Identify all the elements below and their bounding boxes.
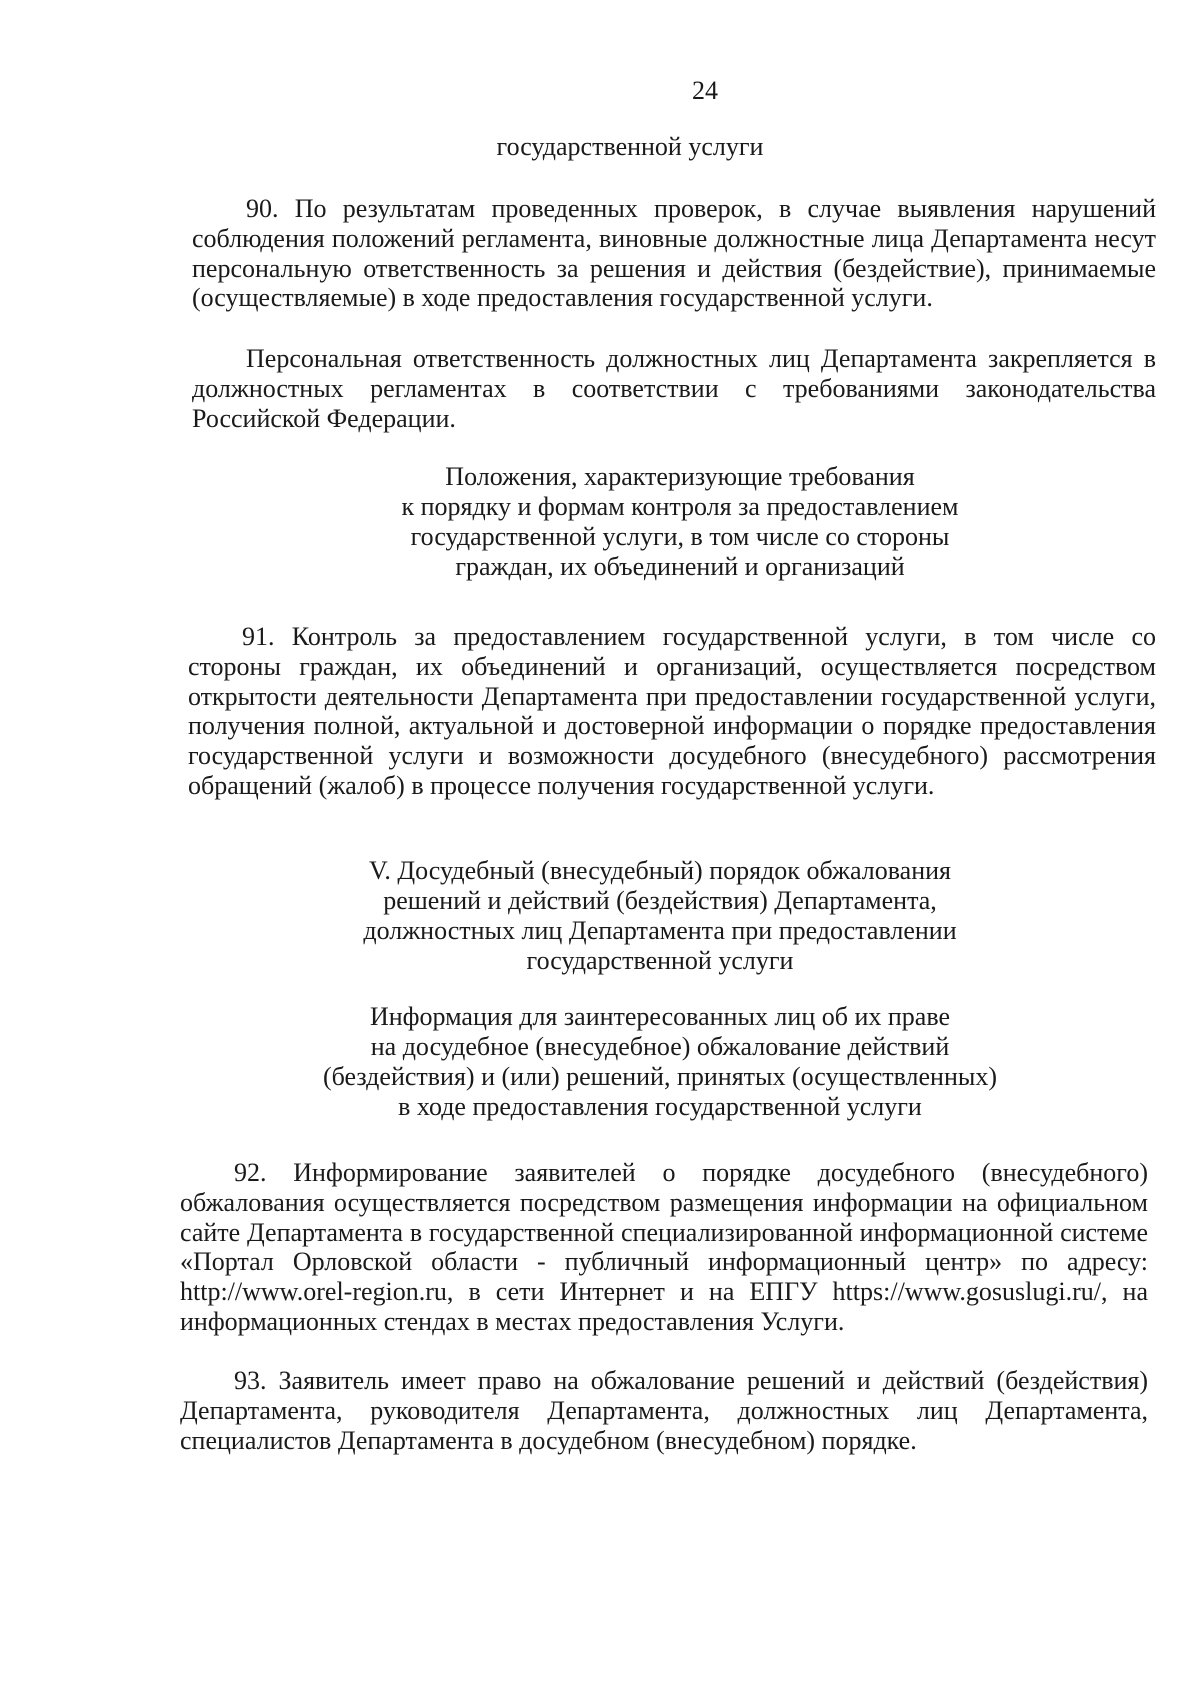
heading-line: (бездействия) и (или) решений, принятых (осуществленных) bbox=[322, 1062, 998, 1091]
heading-line: должностных лиц Департамента при предоставлении bbox=[363, 916, 957, 945]
heading-line: к порядку и формам контроля за предоставлением bbox=[401, 492, 959, 521]
heading-line: государственной услуги bbox=[526, 946, 794, 975]
heading-appeal-information bbox=[160, 1002, 1160, 1122]
paragraph-90-responsibility: Персональная ответственность должностных лиц Департамента закрепляется в должностных регламентах в соответствии с требованиями законодательства Российской Федерации. bbox=[192, 344, 1156, 433]
heading-line: Положения, характеризующие требования bbox=[445, 462, 915, 491]
heading-line: Информация для заинтересованных лиц об их праве bbox=[369, 1002, 950, 1031]
heading-control-requirements bbox=[180, 462, 1180, 582]
page-number: 24 bbox=[692, 76, 718, 105]
paragraph-93: 93. Заявитель имеет право на обжалование решений и действий (бездействия) Департамента, руководителя Департамента, должностных лиц Департамента, специалистов Департамента в досудебном (внесудебном) порядке. bbox=[180, 1366, 1148, 1455]
heading-line: в ходе предоставления государственной услуги bbox=[398, 1092, 922, 1121]
paragraph-90: 90. По результатам проведенных проверок, в случае выявления нарушений соблюдения положений регламента, виновные должностные лица Департамента несут персональную ответственность за решения и действия (бездействие), принимаемые (осуществляемые) в ходе предоставления государственной услуги. bbox=[192, 194, 1156, 313]
paragraph-92: 92. Информирование заявителей о порядке досудебного (внесудебного) обжалования осуществляется посредством размещения информации на официальном сайте Департамента в государственной специализированной информационной системе «Портал Орловской области - публичный информационный центр» по адресу: http://www.orel-region.ru, в сети Интернет и на ЕПГУ https://www.gosuslugi.ru/, на информационных стендах в местах предоставления Услуги. bbox=[180, 1158, 1148, 1336]
heading-line: решений и действий (бездействия) Департамента, bbox=[383, 886, 937, 915]
heading-line: государственной услуги, в том числе со стороны bbox=[410, 522, 950, 551]
heading-line: государственной услуги bbox=[496, 132, 764, 161]
heading-line: V. Досудебный (внесудебный) порядок обжалования bbox=[369, 856, 951, 885]
continued-heading bbox=[180, 132, 1080, 162]
heading-line: на досудебное (внесудебное) обжалование действий bbox=[370, 1032, 950, 1061]
heading-line: граждан, их объединений и организаций bbox=[455, 552, 905, 581]
paragraph-91: 91. Контроль за предоставлением государственной услуги, в том числе со стороны граждан, их объединений и организаций, осуществляется посредством открытости деятельности Департамента при предоставлении государственной услуги, получения полной, актуальной и достоверной информации о порядке предоставления государственной услуги и возможности досудебного (внесудебного) рассмотрения обращений (жалоб) в процессе получения государственной услуги. bbox=[188, 622, 1156, 800]
heading-section-5 bbox=[160, 856, 1160, 976]
